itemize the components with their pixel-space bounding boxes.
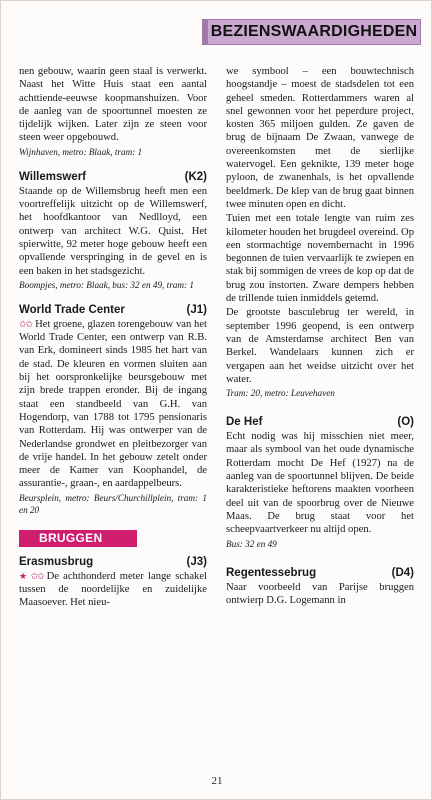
continued-paragraph-3: De grootste basculebrug ter wereld, in september 1996 geopend, is een ontwerp van de Amsterdamse architect Ben van Berkel. Wandelaars kunnen zich er vergapen aan het weidse uitzicht over het water.: [226, 307, 414, 385]
entry-text: Naar voorbeeld van Parijse bruggen ontwierp D.G. Logemann in: [226, 581, 414, 606]
header-accent: [202, 19, 208, 45]
entry-meta: Tram: 20, metro: Leuvehaven: [226, 388, 335, 399]
entry-text-body: De achthonderd meter lange schakel tussen de noordelijke en zuidelijke Maasoever. Het nieu-: [19, 570, 207, 609]
section-header: [207, 19, 421, 45]
left-column: [19, 65, 207, 611]
entry-name: World Trade Center: [19, 303, 125, 316]
page-number: 21: [211, 775, 223, 787]
entry-text: Staande op de Willemsbrug heeft men een voortreffelijk uitzicht op de Willemswerf, het hoofdkantoor van Nedlloyd, een ontwerp van architect W.G. Quist. Het spierwitte, 92 meter hoge gebouw heeft een opvallende verspringing in de gevel en is een baken in het stadsgezicht.: [19, 185, 207, 277]
rating-stars-icon: ✩✩: [19, 318, 33, 329]
entry-text: [19, 570, 207, 610]
entry-title-erasmusbrug: [19, 555, 207, 569]
entry-title-world-trade-center: [19, 303, 207, 317]
map-code: (J1): [186, 303, 207, 316]
entry-meta: Boompjes, metro: Blaak, bus: 32 en 49, tram: 1: [19, 279, 194, 290]
entry-name: Erasmusbrug: [19, 555, 94, 568]
entry-name: De Hef: [226, 416, 263, 429]
map-code: (K2): [184, 170, 207, 183]
section-header-title: BEZIENSWAARDIGHEDEN: [210, 23, 418, 40]
entry-meta: Beursplein, metro: Beurs/Churchillplein, tram: 1 en 20: [19, 492, 207, 515]
continued-paragraph-2: Tuien met een totale lengte van ruim zes kilometer houden het brugdeel overeind. Op een stormachtige novembernacht in 1996 begonnen de tuien vervaarlijk te zwiepen en stak bij sommigen de vrees de kop op dat de brug zou instorten. Zware dempers hebben de trillende tuien inmiddels getemd.: [226, 213, 414, 305]
entry-text: Echt nodig was hij misschien niet meer, maar als symbool van het oude dynamische Rotterdam mocht De Hef (1927) na de aanleg van de spoortunnel blijven. De beide karakteristieke heftorens maakten voorheen deel uit van de spoorbrug over de Nieuwe Maas. De brug staat voor het scheepvaartverkeer nu altijd open.: [226, 431, 414, 536]
rating-stars-icon: ★ ✩✩: [19, 570, 44, 581]
entry-name: Willemswerf: [19, 170, 87, 183]
map-code: (O): [397, 416, 414, 429]
entry-title-regentessebrug: [226, 566, 414, 580]
entry-title-willemswerf: [19, 170, 207, 184]
entry-meta: Bus: 32 en 49: [226, 538, 277, 549]
section-bar-label: BRUGGEN: [39, 530, 103, 545]
entry-text-body: Het groene, glazen torengebouw van het World Trade Center, een ontwerp van R.B. van Erk, domineert sinds 1985 het hart van de stad. De kleuren en vormen sluiten aan bij het oorspronkelijke beursgebouw met zijn brede trappen eronder. Bij de ingang staat een standbeeld van G.H. van Hogendorp, van 1788 tot 1795 pensionaris van Rotterdam. Hij was ontwerper van de Nederlandse grondwet en pleitbezorger van de vrije handel. In het gebouw zetelt onder meer de Kamer van Koophandel, de assurantie-, graan-, en aardappelbeurs.: [19, 318, 207, 490]
intro-paragraph: nen gebouw, waarin geen staal is verwerkt. Naast het Witte Huis staat een aantal achttiende-eeuwse koopmanshuizen. Voor de aanleg van de spoortunnel moesten ze tijdelijk wijken. Later zijn ze steen voor steen weer opgebouwd.: [19, 66, 207, 144]
intro-meta: Wijnhaven, metro: Blaak, tram: 1: [19, 146, 143, 157]
continued-paragraph: we symbool – een bouwtechnisch hoogstandje – moest de stadsdelen tot een geheel smeden. Rotterdammers waren al snel gewonnen voor het peperdure project, kosten 365 miljoen gulden. Ze gaven de brug de bijnaam De Zwaan, vanwege de overeenkomsten met de sierlijke watervogel. Een geknikte, 139 meter hoge pyloon, de zwanenhals, is het opvallende beeldmerk. De klep van de brug gaat binnen twee minuten open en dicht.: [226, 66, 414, 210]
map-code: (D4): [391, 566, 414, 579]
map-code: (J3): [186, 555, 207, 568]
entry-title-de-hef: [226, 415, 414, 429]
right-column: [226, 65, 414, 608]
entry-text: [19, 318, 207, 491]
section-bar-bruggen: [19, 530, 137, 547]
entry-name: Regentessebrug: [226, 566, 317, 579]
